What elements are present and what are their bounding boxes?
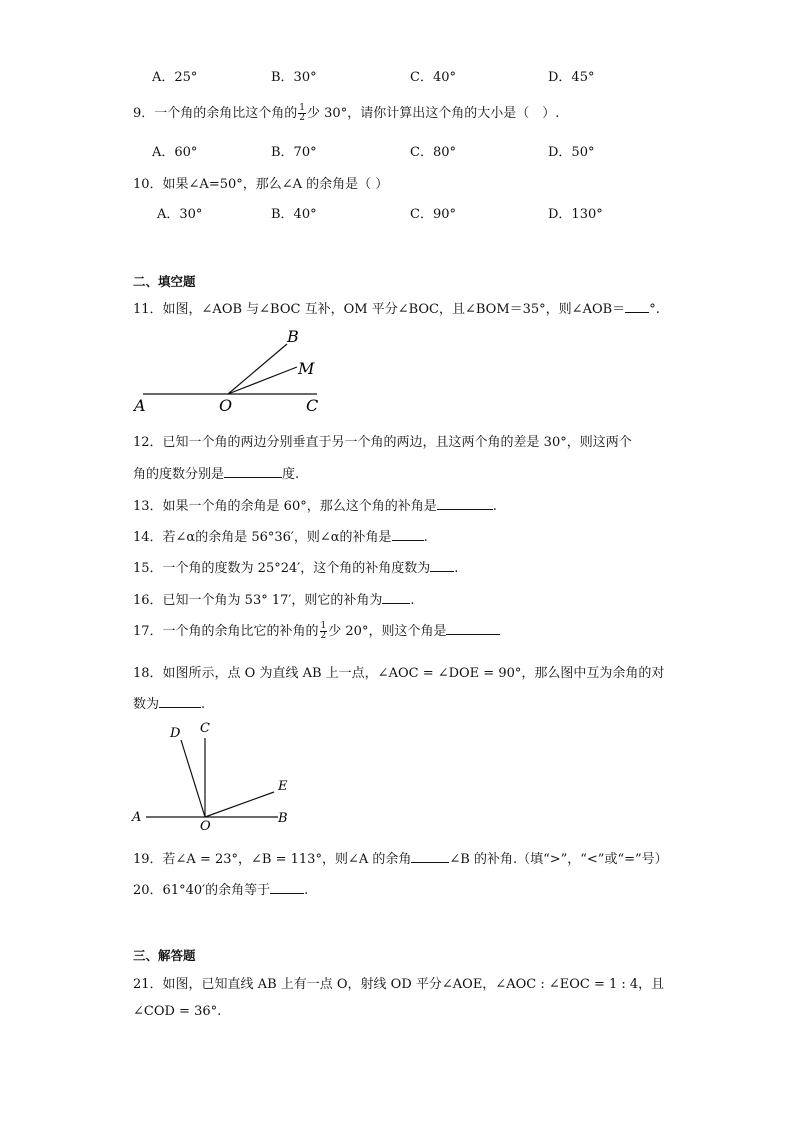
fig2-label-o: O — [200, 819, 211, 834]
question-17 — [133, 620, 500, 641]
q15-answer-blank[interactable] — [430, 559, 454, 572]
fig2-label-e: E — [278, 779, 288, 794]
question-21-line1: 21．如图，已知直线 AB 上有一点 O，射线 OD 平分∠AOE，∠AOC : ∠EOC = 1 : 4，且 — [133, 977, 665, 992]
q9-frac-num: 1 — [299, 103, 306, 113]
fig1-ray-ob — [228, 344, 287, 394]
q14-answer-blank[interactable] — [392, 528, 424, 541]
q12-answer-blank[interactable] — [224, 465, 282, 478]
q16-tail: . — [410, 593, 415, 608]
q17-prefix: 17．一个角的余角比它的补角的 — [133, 624, 319, 639]
q10-option-a: A．30° — [157, 207, 203, 222]
q10-option-b: B．40° — [271, 207, 317, 222]
section-title-fill-in: 二、填空题 — [133, 274, 196, 289]
question-15 — [133, 557, 458, 576]
q17-frac-num: 1 — [320, 621, 327, 631]
q9-fraction — [298, 104, 306, 123]
q13-text: 13．如果一个角的余角是 60°，那么这个角的补角是 — [133, 499, 437, 514]
question-13 — [133, 495, 497, 514]
q10-options — [0, 203, 794, 223]
fig1-label-b: B — [287, 327, 299, 346]
question-18-line1: 18．如图所示，点 O 为直线 AB 上一点，∠AOC = ∠DOE = 90°，那么图中互为余角的对 — [133, 666, 665, 681]
q16-answer-blank[interactable] — [382, 591, 410, 604]
q9-prefix: 9．一个角的余角比这个角的 — [133, 106, 298, 121]
q9-suffix: 少 30°，请你计算出这个角的大小是（ ）. — [307, 106, 560, 121]
fig2-ray-od — [181, 740, 205, 817]
q14-tail: . — [423, 530, 428, 545]
question-16 — [133, 589, 414, 608]
question-20 — [133, 879, 308, 898]
fig2-label-a: A — [132, 810, 142, 825]
figure-angles-aob-boc — [125, 322, 335, 417]
question-12-line1: 12．已知一个角的两边分别垂直于另一个角的两边，且这两个角的差是 30°，则这两个 — [133, 435, 632, 450]
fig2-label-d: D — [170, 726, 181, 741]
q18-line2-prefix: 数为 — [133, 697, 160, 712]
q9-option-b: B．70° — [271, 145, 317, 160]
q9-option-d: D．50° — [548, 145, 595, 160]
question-21-line2: ∠COD = 36°. — [133, 1004, 222, 1019]
q9-frac-den: 2 — [299, 113, 306, 123]
question-18-line2 — [133, 693, 205, 712]
q11-answer-blank[interactable] — [625, 300, 649, 313]
question-11 — [133, 298, 660, 317]
q17-suffix: 少 20°，则这个角是 — [328, 624, 447, 639]
figure-angles-aoc-doe — [128, 718, 298, 836]
q19-prefix: 19．若∠A = 23°，∠B = 113°，则∠A 的余角 — [133, 852, 412, 867]
q11-tail: °. — [649, 302, 660, 317]
fig1-label-c: C — [306, 396, 319, 415]
q16-text: 16．已知一个角为 53° 17′，则它的补角为 — [133, 593, 383, 608]
q17-fraction — [320, 622, 328, 641]
q19-answer-blank[interactable] — [411, 850, 449, 863]
fig1-label-a: A — [134, 396, 146, 415]
question-19 — [133, 848, 668, 867]
question-12-line2 — [133, 463, 299, 482]
q13-tail: . — [492, 499, 497, 514]
q14-text: 14．若∠α的余角是 56°36′，则∠α的补角是 — [133, 530, 392, 545]
q8-option-d: D．45° — [548, 70, 595, 85]
q9-option-c: C．80° — [410, 145, 456, 160]
fig1-label-m: M — [298, 359, 315, 378]
q18-answer-blank[interactable] — [159, 695, 201, 708]
question-9 — [133, 102, 559, 123]
q10-option-d: D．130° — [548, 207, 603, 222]
q8-option-b: B．30° — [271, 70, 317, 85]
q17-answer-blank[interactable] — [446, 622, 500, 635]
fig1-ray-om — [228, 367, 297, 394]
q18-line2-suffix: . — [201, 697, 206, 712]
q8-option-a: A．25° — [152, 70, 198, 85]
question-10: 10．如果∠A=50°，那么∠A 的余角是（ ） — [133, 177, 389, 192]
q19-suffix: ∠B 的补角.（填“>”，“<”或“=”号） — [449, 852, 668, 867]
q20-answer-blank[interactable] — [270, 881, 304, 894]
q13-answer-blank[interactable] — [437, 497, 493, 510]
fig2-label-c: C — [200, 721, 210, 736]
fig2-label-b: B — [278, 811, 288, 826]
question-14 — [133, 526, 428, 545]
q9-option-a: A．60° — [152, 145, 198, 160]
q8-options — [0, 66, 794, 86]
q15-text: 15．一个角的度数为 25°24′，这个角的补角度数为 — [133, 561, 431, 576]
q9-options — [0, 141, 794, 161]
section-title-solutions: 三、解答题 — [133, 948, 196, 963]
fig1-label-o: O — [219, 396, 233, 415]
fig2-ray-oe — [205, 792, 274, 817]
q12-line2-suffix: 度. — [282, 467, 300, 482]
q12-line2-prefix: 角的度数分别是 — [133, 467, 225, 482]
q8-option-c: C．40° — [410, 70, 456, 85]
q11-text: 11．如图，∠AOB 与∠BOC 互补，OM 平分∠BOC，且∠BOM＝35°，则∠AOB＝ — [133, 302, 626, 317]
q20-tail: . — [304, 883, 309, 898]
q20-text: 20．61°40′的余角等于 — [133, 883, 271, 898]
q17-frac-den: 2 — [320, 631, 327, 641]
q10-option-c: C．90° — [410, 207, 456, 222]
q15-tail: . — [454, 561, 459, 576]
